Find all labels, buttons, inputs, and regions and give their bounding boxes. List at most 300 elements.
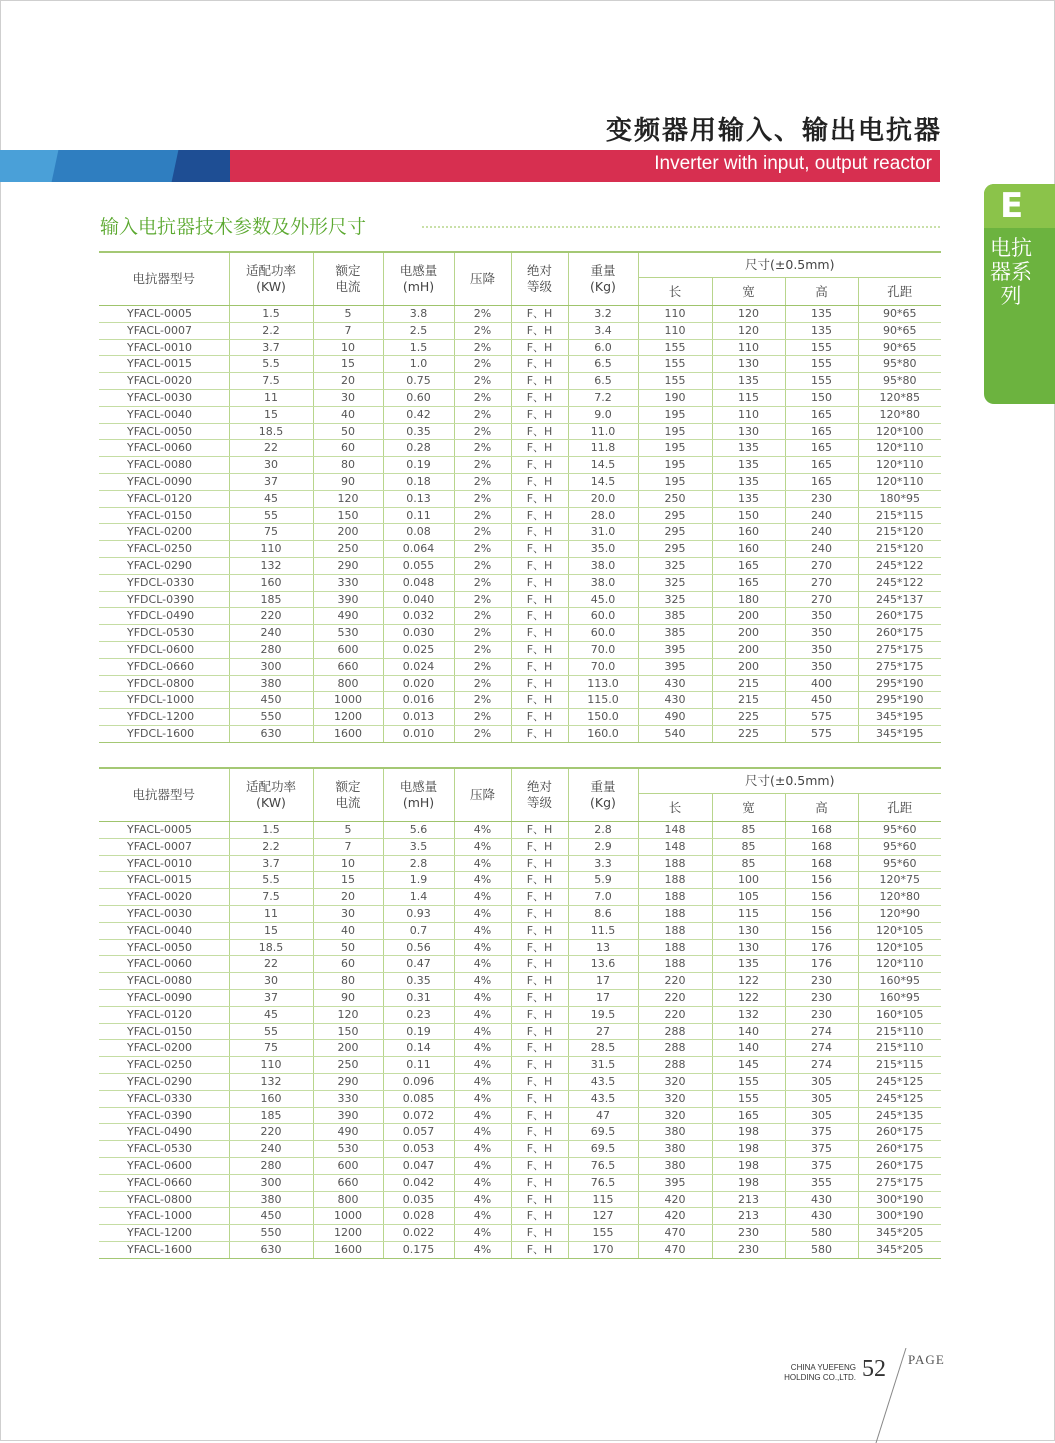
table-cell: 75 (229, 1040, 313, 1057)
header-width: 宽 (712, 794, 785, 822)
table-cell: 135 (712, 457, 785, 474)
table-cell: 0.025 (383, 641, 454, 658)
header-inductance: 电感量 (mH) (383, 252, 454, 306)
table-cell: 168 (785, 838, 858, 855)
table-cell: 1.5 (229, 822, 313, 839)
table-cell: F、H (511, 922, 568, 939)
table-row (99, 608, 941, 625)
table-cell: 380 (638, 1141, 712, 1158)
table-row (99, 1023, 941, 1040)
table-cell: 2% (454, 524, 511, 541)
table-row (99, 1057, 941, 1074)
table-cell: 215*110 (858, 1040, 941, 1057)
table-cell: 200 (712, 608, 785, 625)
table-cell: 43.5 (568, 1073, 638, 1090)
table-cell: 2% (454, 389, 511, 406)
table-cell: 200 (712, 625, 785, 642)
table-cell: F、H (511, 356, 568, 373)
table-row (99, 1241, 941, 1258)
table-cell: 3.7 (229, 855, 313, 872)
table-cell: 198 (712, 1124, 785, 1141)
table-row (99, 507, 941, 524)
table-cell: 2% (454, 641, 511, 658)
table-cell: 132 (229, 1073, 313, 1090)
table-cell: 385 (638, 625, 712, 642)
table-cell: 530 (313, 1141, 383, 1158)
table-cell: 215 (712, 675, 785, 692)
table-cell: 450 (229, 1208, 313, 1225)
table-cell: 4% (454, 1057, 511, 1074)
table-cell: YFACL-0080 (99, 457, 229, 474)
table-cell: 245*122 (858, 557, 941, 574)
table-cell: YFACL-0005 (99, 822, 229, 839)
table-cell: 288 (638, 1040, 712, 1057)
table-cell: 4% (454, 1225, 511, 1242)
table-cell: 470 (638, 1241, 712, 1258)
table-cell: F、H (511, 1191, 568, 1208)
table-cell: F、H (511, 608, 568, 625)
table-cell: 40 (313, 406, 383, 423)
table-cell: F、H (511, 973, 568, 990)
table-cell: 7.2 (568, 389, 638, 406)
table-cell: 200 (313, 524, 383, 541)
table-cell: F、H (511, 889, 568, 906)
table-cell: 0.14 (383, 1040, 454, 1057)
table-cell: 200 (313, 1040, 383, 1057)
header-dimensions: 尺寸(±0.5mm) (638, 252, 941, 278)
table-cell: 15 (313, 872, 383, 889)
table-cell: F、H (511, 989, 568, 1006)
table-cell: 13 (568, 939, 638, 956)
table-row (99, 1006, 941, 1023)
table-cell: 1.9 (383, 872, 454, 889)
table-cell: 250 (313, 1057, 383, 1074)
table-cell: 0.93 (383, 905, 454, 922)
table-cell: 55 (229, 1023, 313, 1040)
table-cell: F、H (511, 822, 568, 839)
header-height: 高 (785, 278, 858, 306)
table-cell: 150 (785, 389, 858, 406)
table-cell: F、H (511, 557, 568, 574)
table-cell: 345*195 (858, 725, 941, 742)
table-cell: 3.8 (383, 306, 454, 323)
table-cell: 69.5 (568, 1124, 638, 1141)
table-cell: F、H (511, 1107, 568, 1124)
table-cell: 165 (785, 440, 858, 457)
table-cell: 155 (712, 1090, 785, 1107)
table-cell: YFACL-1000 (99, 1208, 229, 1225)
table-cell: 115 (712, 389, 785, 406)
table-cell: 4% (454, 1157, 511, 1174)
table-cell: 230 (785, 490, 858, 507)
table-cell: 156 (785, 905, 858, 922)
table-row (99, 973, 941, 990)
table-cell: 120*85 (858, 389, 941, 406)
table-cell: 490 (313, 1124, 383, 1141)
table-cell: 90 (313, 473, 383, 490)
table-cell: 122 (712, 989, 785, 1006)
table-cell: 160 (712, 541, 785, 558)
table-cell: 470 (638, 1225, 712, 1242)
table-cell: 220 (229, 608, 313, 625)
spec-table-2pct (99, 251, 941, 743)
table-row (99, 591, 941, 608)
table-cell: 165 (712, 557, 785, 574)
table-cell: YFDCL-0330 (99, 574, 229, 591)
table-cell: 275*175 (858, 1174, 941, 1191)
table-row (99, 339, 941, 356)
table-cell: F、H (511, 675, 568, 692)
header-length: 长 (638, 278, 712, 306)
table-cell: 27 (568, 1023, 638, 1040)
table-cell: F、H (511, 1157, 568, 1174)
table-cell: 575 (785, 725, 858, 742)
table-cell: 290 (313, 1073, 383, 1090)
table-cell: 4% (454, 922, 511, 939)
table-cell: 580 (785, 1241, 858, 1258)
table-cell: 0.028 (383, 1208, 454, 1225)
table-cell: 43.5 (568, 1090, 638, 1107)
table-row (99, 675, 941, 692)
table-cell: 0.08 (383, 524, 454, 541)
table-row (99, 423, 941, 440)
table-cell: 95*60 (858, 855, 941, 872)
header-insulation: 绝对 等级 (511, 768, 568, 822)
table-cell: 160.0 (568, 725, 638, 742)
table-cell: YFACL-0007 (99, 322, 229, 339)
table-row (99, 356, 941, 373)
table-cell: 150 (712, 507, 785, 524)
table-cell: YFACL-0660 (99, 1174, 229, 1191)
table-row (99, 692, 941, 709)
table-cell: YFACL-0050 (99, 939, 229, 956)
table-cell: 180*95 (858, 490, 941, 507)
table-cell: 2% (454, 725, 511, 742)
table-cell: 0.020 (383, 675, 454, 692)
table-cell: YFACL-0020 (99, 889, 229, 906)
table-cell: F、H (511, 1225, 568, 1242)
table-cell: YFACL-0200 (99, 1040, 229, 1057)
table-cell: 7.0 (568, 889, 638, 906)
table-cell: 10 (313, 339, 383, 356)
table-cell: 135 (785, 322, 858, 339)
header-current: 额定 电流 (313, 252, 383, 306)
table-row (99, 838, 941, 855)
table-cell: 37 (229, 473, 313, 490)
side-tab-label: 电抗器系列 (990, 236, 1032, 308)
table-row (99, 457, 941, 474)
table-cell: 75 (229, 524, 313, 541)
table-cell: 115 (712, 905, 785, 922)
table-row (99, 889, 941, 906)
table-cell: 80 (313, 457, 383, 474)
table-cell: YFACL-0090 (99, 989, 229, 1006)
table-cell: 130 (712, 423, 785, 440)
table-cell: 110 (712, 406, 785, 423)
table-cell: 4% (454, 1191, 511, 1208)
table-cell: 19.5 (568, 1006, 638, 1023)
table-cell: 0.064 (383, 541, 454, 558)
table-cell: 260*175 (858, 1157, 941, 1174)
table-cell: F、H (511, 541, 568, 558)
table-cell: 800 (313, 675, 383, 692)
table-row (99, 658, 941, 675)
table-cell: 4% (454, 1241, 511, 1258)
table-cell: 550 (229, 709, 313, 726)
table-cell: 600 (313, 641, 383, 658)
section-divider (422, 226, 940, 228)
table-cell: YFACL-0150 (99, 1023, 229, 1040)
table-cell: 430 (638, 692, 712, 709)
header-power: 适配功率 (KW) (229, 768, 313, 822)
table-cell: 0.175 (383, 1241, 454, 1258)
banner-blue-stripe (52, 150, 189, 182)
header-weight: 重量 (Kg) (568, 252, 638, 306)
table-cell: 215*120 (858, 541, 941, 558)
table-cell: 200 (712, 658, 785, 675)
table-cell: 245*125 (858, 1090, 941, 1107)
table-cell: 150 (313, 507, 383, 524)
table-cell: 165 (785, 423, 858, 440)
table-cell: 85 (712, 855, 785, 872)
table-cell: 320 (638, 1073, 712, 1090)
table-cell: F、H (511, 1057, 568, 1074)
table-cell: 6.0 (568, 339, 638, 356)
table-cell: 1600 (313, 1241, 383, 1258)
table-cell: 630 (229, 725, 313, 742)
table-cell: 4% (454, 1073, 511, 1090)
table-cell: 225 (712, 725, 785, 742)
table-row (99, 473, 941, 490)
table-cell: 330 (313, 574, 383, 591)
table-cell: 345*205 (858, 1241, 941, 1258)
table-cell: 240 (785, 524, 858, 541)
table-cell: 113.0 (568, 675, 638, 692)
table-cell: 240 (229, 625, 313, 642)
table-cell: YFACL-0040 (99, 406, 229, 423)
table-cell: 195 (638, 423, 712, 440)
table-cell: 22 (229, 956, 313, 973)
table-cell: 215*115 (858, 507, 941, 524)
table-cell: 15 (229, 922, 313, 939)
table-row (99, 1208, 941, 1225)
table-cell: 2% (454, 608, 511, 625)
table-cell: 390 (313, 1107, 383, 1124)
table-cell: 2% (454, 692, 511, 709)
table-cell: YFACL-1200 (99, 1225, 229, 1242)
table-cell: 140 (712, 1040, 785, 1057)
table-cell: 0.030 (383, 625, 454, 642)
table-cell: 4% (454, 838, 511, 855)
table-cell: 198 (712, 1174, 785, 1191)
table-cell: 0.35 (383, 423, 454, 440)
table-cell: 295 (638, 524, 712, 541)
table-cell: 380 (229, 675, 313, 692)
table-cell: 176 (785, 956, 858, 973)
table-cell: 130 (712, 356, 785, 373)
table-cell: 130 (712, 922, 785, 939)
table-row (99, 709, 941, 726)
table-cell: 220 (229, 1124, 313, 1141)
table-cell: 80 (313, 973, 383, 990)
table-cell: 355 (785, 1174, 858, 1191)
table-cell: 4% (454, 973, 511, 990)
table-row (99, 1141, 941, 1158)
table-cell: F、H (511, 440, 568, 457)
header-dimensions: 尺寸(±0.5mm) (638, 768, 941, 794)
table-cell: 4% (454, 905, 511, 922)
table-cell: 400 (785, 675, 858, 692)
table-cell: 345*195 (858, 709, 941, 726)
table-cell: 165 (785, 406, 858, 423)
table-cell: 0.024 (383, 658, 454, 675)
table-cell: 550 (229, 1225, 313, 1242)
table-cell: 15 (313, 356, 383, 373)
table-cell: 17 (568, 973, 638, 990)
table-cell: 3.5 (383, 838, 454, 855)
table-cell: 0.35 (383, 973, 454, 990)
table-cell: 95*60 (858, 822, 941, 839)
table-row (99, 872, 941, 889)
table-cell: 28.5 (568, 1040, 638, 1057)
table-cell: 55 (229, 507, 313, 524)
table-cell: 2% (454, 507, 511, 524)
table-cell: 220 (638, 1006, 712, 1023)
table-cell: 8.6 (568, 905, 638, 922)
table-cell: YFACL-0015 (99, 356, 229, 373)
table-cell: 6.5 (568, 373, 638, 390)
table-cell: YFDCL-0600 (99, 641, 229, 658)
table-cell: 22 (229, 440, 313, 457)
table-cell: 274 (785, 1023, 858, 1040)
table-cell: 120*80 (858, 889, 941, 906)
table-row (99, 855, 941, 872)
table-cell: YFACL-0030 (99, 389, 229, 406)
table-cell: YFDCL-0800 (99, 675, 229, 692)
table-cell: 5.5 (229, 872, 313, 889)
table-cell: YFACL-0330 (99, 1090, 229, 1107)
table-cell: 5.5 (229, 356, 313, 373)
table-cell: 30 (229, 973, 313, 990)
table-cell: 1.0 (383, 356, 454, 373)
table-cell: YFACL-0800 (99, 1191, 229, 1208)
table-cell: 4% (454, 1040, 511, 1057)
table-cell: F、H (511, 524, 568, 541)
table-cell: 70.0 (568, 658, 638, 675)
table-cell: YFDCL-0660 (99, 658, 229, 675)
table-cell: 38.0 (568, 574, 638, 591)
table-cell: YFACL-0050 (99, 423, 229, 440)
table-cell: 350 (785, 658, 858, 675)
table-cell: F、H (511, 658, 568, 675)
table-cell: 0.18 (383, 473, 454, 490)
table-cell: 176 (785, 939, 858, 956)
table-cell: 115 (568, 1191, 638, 1208)
table-cell: 350 (785, 625, 858, 642)
table-cell: 160*95 (858, 989, 941, 1006)
table-cell: 375 (785, 1157, 858, 1174)
table-cell: 215*120 (858, 524, 941, 541)
table-cell: 0.31 (383, 989, 454, 1006)
table-row (99, 406, 941, 423)
table-cell: 530 (313, 625, 383, 642)
table-cell: 85 (712, 838, 785, 855)
table-cell: 195 (638, 406, 712, 423)
table-cell: 4% (454, 1023, 511, 1040)
table-cell: 390 (313, 591, 383, 608)
table-cell: 18.5 (229, 939, 313, 956)
table-cell: 5 (313, 306, 383, 323)
table-cell: 120*100 (858, 423, 941, 440)
table-cell: 160 (712, 524, 785, 541)
table-cell: 395 (638, 641, 712, 658)
table-cell: YFACL-0060 (99, 440, 229, 457)
table-cell: 120 (313, 1006, 383, 1023)
table-cell: YFACL-0490 (99, 1124, 229, 1141)
table-cell: 30 (313, 389, 383, 406)
table-cell: 660 (313, 658, 383, 675)
table-cell: YFACL-1600 (99, 1241, 229, 1258)
table-cell: 295 (638, 541, 712, 558)
table-cell: 120 (712, 306, 785, 323)
table-cell: 50 (313, 939, 383, 956)
table-cell: 288 (638, 1057, 712, 1074)
table-cell: 320 (638, 1090, 712, 1107)
table-cell: 155 (568, 1225, 638, 1242)
table-cell: 90*65 (858, 339, 941, 356)
table-cell: 220 (638, 973, 712, 990)
table-cell: 20.0 (568, 490, 638, 507)
table-cell: 0.11 (383, 507, 454, 524)
table-cell: 60.0 (568, 608, 638, 625)
table-cell: 230 (712, 1241, 785, 1258)
footer-company (780, 1363, 856, 1383)
header-banner (0, 150, 940, 182)
table-cell: 260*175 (858, 608, 941, 625)
table-cell: F、H (511, 838, 568, 855)
header-model: 电抗器型号 (99, 768, 229, 822)
table-cell: 156 (785, 872, 858, 889)
table-cell: F、H (511, 457, 568, 474)
table-cell: 31.0 (568, 524, 638, 541)
table-cell: 69.5 (568, 1141, 638, 1158)
table-cell: 135 (712, 490, 785, 507)
table-cell: 156 (785, 922, 858, 939)
table-cell: 245*125 (858, 1073, 941, 1090)
table-row (99, 1040, 941, 1057)
table-cell: 31.5 (568, 1057, 638, 1074)
table-cell: 350 (785, 641, 858, 658)
table-row (99, 939, 941, 956)
table-cell: 135 (785, 306, 858, 323)
table-cell: 0.13 (383, 490, 454, 507)
table-cell: 76.5 (568, 1174, 638, 1191)
table-cell: 3.7 (229, 339, 313, 356)
table-cell: 305 (785, 1090, 858, 1107)
table-row (99, 822, 941, 839)
table-cell: 2% (454, 306, 511, 323)
table-cell: 0.016 (383, 692, 454, 709)
table-cell: 168 (785, 855, 858, 872)
table-cell: 2% (454, 373, 511, 390)
table-cell: 155 (638, 373, 712, 390)
table-cell: F、H (511, 625, 568, 642)
table-cell: 0.055 (383, 557, 454, 574)
table-cell: 155 (785, 356, 858, 373)
table-cell: 2% (454, 440, 511, 457)
table-cell: 20 (313, 373, 383, 390)
table-cell: 120 (313, 490, 383, 507)
